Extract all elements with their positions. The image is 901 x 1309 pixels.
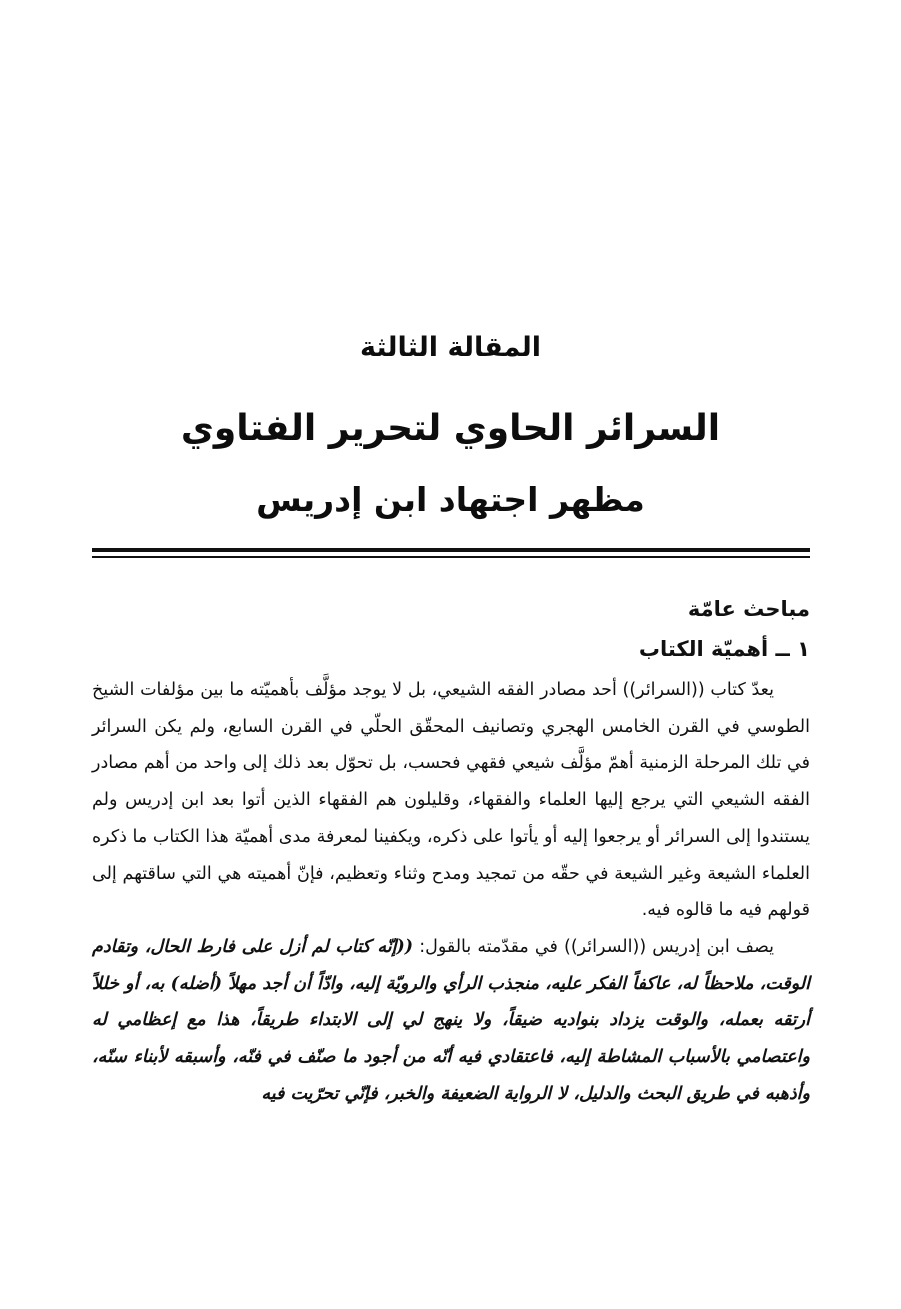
body-content bbox=[92, 596, 810, 1112]
article-number-heading: المقالة الثالثة bbox=[359, 332, 542, 363]
paragraph-1: يعدّ كتاب ((السرائر)) أحد مصادر الفقه الشيعي، بل لا يوجد مؤلَّف بأهميّته ما بين مؤلفات الشيخ الطوسي في القرن الخامس الهجري وتصانيف المحقّق الحلّي في القرن السابع، ولم يكن السرائر في تلك المرحلة الزمنية أهمّ مؤلَّف شيعي فقهي فحسب، بل تحوّل بعد ذلك إلى واحد من أهم مصادر الفقه الشيعي التي يرجع إليها العلماء والفقهاء، وقليلون هم الفقهاء الذين أتوا بعد ابن إدريس ولم يستندوا إلى السرائر أو يرجعوا إليه أو يأتوا على ذكره، ويكفينا لمعرفة مدى أهميّة هذا الكتاب ما ذكره العلماء الشيعة وغير الشيعة في حقّه من تمجيد ومدح وثناء وتعظيم، فإنّ أهميته هي التي ساقتهم إلى قولهم فيه ما قالوه فيه. bbox=[92, 680, 810, 921]
article-subtitle: مظهر اجتهاد ابن إدريس bbox=[256, 480, 645, 519]
paragraph-2-intro: يصف ابن إدريس ((السرائر)) في مقدّمته بالقول: bbox=[413, 936, 774, 957]
paragraph-2-quote: ((إنّه كتاب لم أزل على فارط الحال، وتقادم الوقت، ملاحظاً له، عاكفاً الفكر عليه، منجذب الرأي والرويّة إليه، وادّاً أن أجد مهلاً (أضله) به، أو خللاً أرتقه بعمله، والوقت يزداد بنواديه ضيقاً، ولا ينهج لي إلى الابتداء طريقاً، هذا مع إعظامي له واعتصامي بالأسباب المشاطة إليه، فاعتقادي فيه أنّه من أجود ما صنّف في فنّه، وأسبقه لأبناء سنّه، وأذهبه في طريق البحث والدليل، لا الرواية الضعيفة والخبر، فإنّي تحرّيت فيه bbox=[92, 936, 810, 1104]
title-divider-thin bbox=[92, 556, 810, 558]
title-divider-thick bbox=[92, 548, 810, 552]
section-heading: مباحث عامّة bbox=[687, 597, 810, 621]
paragraph-2 bbox=[92, 929, 810, 1113]
article-title: السرائر الحاوي لتحرير الفتاوي bbox=[180, 408, 721, 449]
subsection-heading: ١ ــ أهميّة الكتاب bbox=[638, 637, 810, 661]
